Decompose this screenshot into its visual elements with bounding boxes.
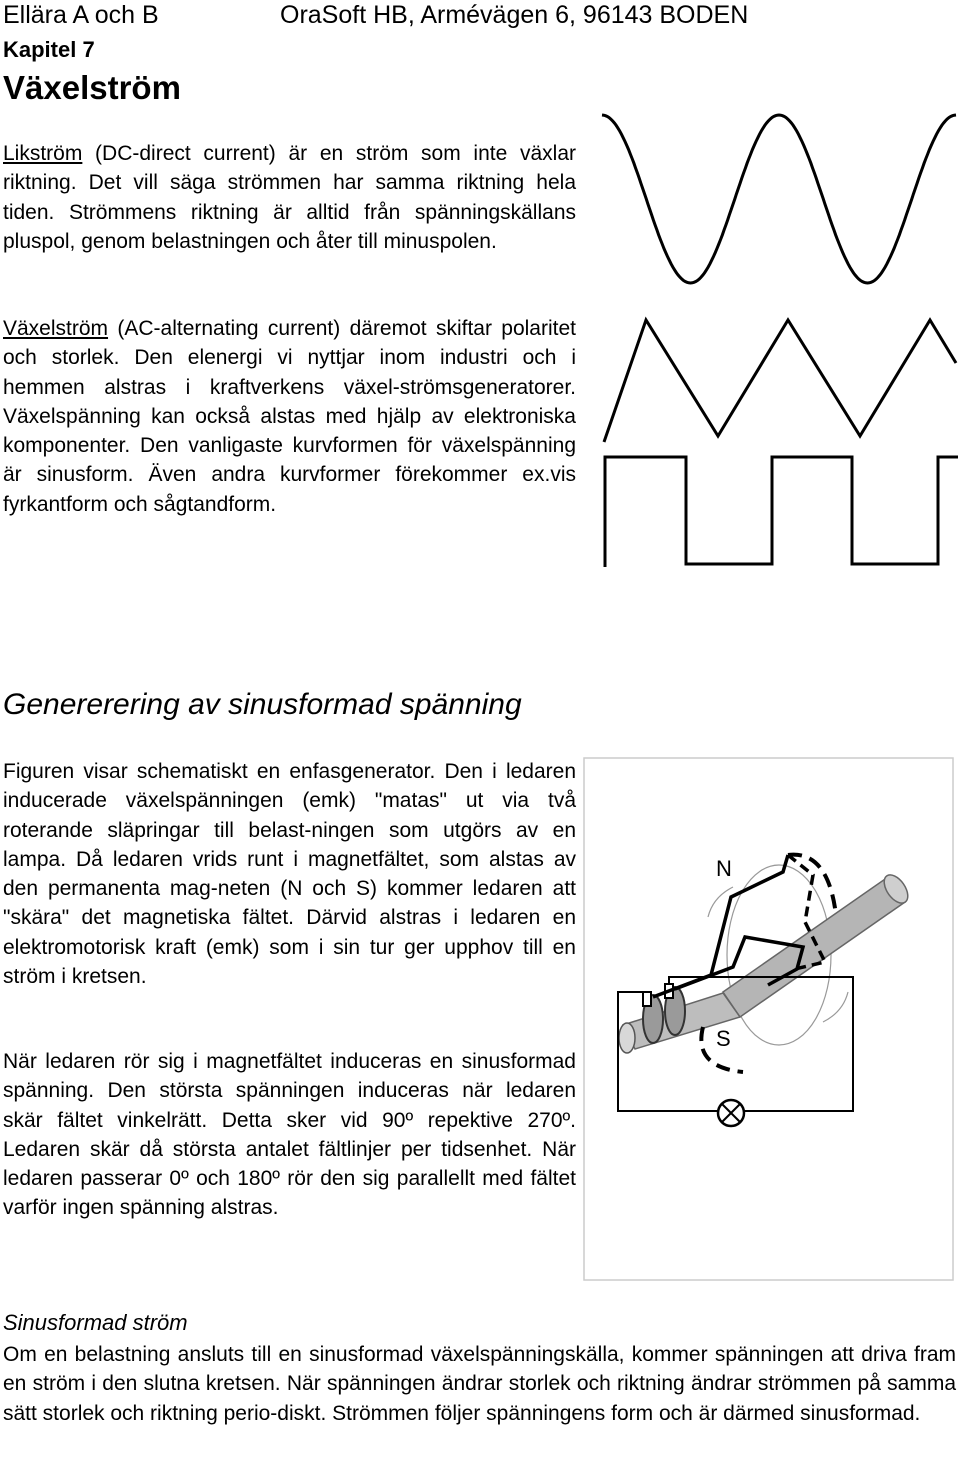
header-left-title: Ellära A och B — [3, 1, 159, 29]
paragraph-ac-text: (AC-alternating current) däremot skiftar polaritet och storlek. Den elenergi vi nyttjar inom industri och i hemmen alstras i kraftverkens växel-strömsgeneratorer. Växelspänning kan också alstas med hjälp av elektroniska komponenter. Den vanligaste kurvformen för växelspänning är sinusform. Även andra kurvformer förekommer ex.vis fyrkantform och sågtandform. — [3, 317, 576, 516]
section-heading-sine-current: Sinusformad ström — [3, 1310, 188, 1335]
paragraph-ac — [3, 314, 576, 519]
paragraph-dc-text: (DC-direct current) är en ström som inte växlar riktning. Det vill säga strömmen har samma riktning hela tiden. Strömmens riktning är alltid från spänningskällans pluspol, genom belastningen och åter till minuspolen. — [3, 142, 576, 253]
paragraph-sine-current: Om en belastning ansluts till en sinusformad växelspänningskälla, kommer spänningen att driva fram en ström i den slutna kretsen. När spänningen ändrar storlek och riktning ändrar strömmen på samma sätt storlek och riktning perio-diskt. Strömmen följer spänningens form och är därmed sinusformad. — [3, 1343, 956, 1425]
paragraph-induction: När ledaren rör sig i magnetfältet induceras en sinusformad spänning. Den största spänningen induceras när ledaren skär fältet vinkelrätt. Detta sker vid 90º repektive 270º. Ledaren skär då största antalet fältlinjer per tidsenhet. När ledaren passerar 0º och 180º rör den sig parallellt med fältet varför ingen spänning alstras. — [3, 1050, 576, 1220]
paragraph-generator: Figuren visar schematiskt en enfasgenerator. Den i ledaren inducerade växelspänningen (emk) "matas" ut via två roterande släpringar till belast-ningen som utgörs av en lampa. Då ledaren vrids runt i magnetfältet, som alstas av den permanenta mag-neten (N och S) kommer ledaren att "skära" det magnetiska fältet. Därvid alstras i ledaren en elektromotorisk kraft (emk) som i sin tur ger upphov till en ström i kretsen. — [3, 760, 576, 989]
south-pole-label: S — [716, 1026, 731, 1051]
header-right-publisher: OraSoft HB, Armévägen 6, 96143 BODEN — [280, 1, 749, 29]
term-dc: Likström — [3, 142, 83, 165]
section-heading-generation: Genererering av sinusformad spänning — [3, 688, 522, 721]
square-waveform — [598, 452, 960, 570]
paragraph-dc — [3, 139, 576, 256]
sine-waveform — [598, 108, 960, 290]
generator-figure — [583, 757, 955, 1282]
north-pole-label: N — [716, 856, 732, 881]
page-title: Växelström — [3, 69, 181, 106]
sawtooth-waveform — [598, 308, 960, 448]
term-ac: Växelström — [3, 317, 109, 340]
chapter-label: Kapitel 7 — [3, 37, 95, 62]
